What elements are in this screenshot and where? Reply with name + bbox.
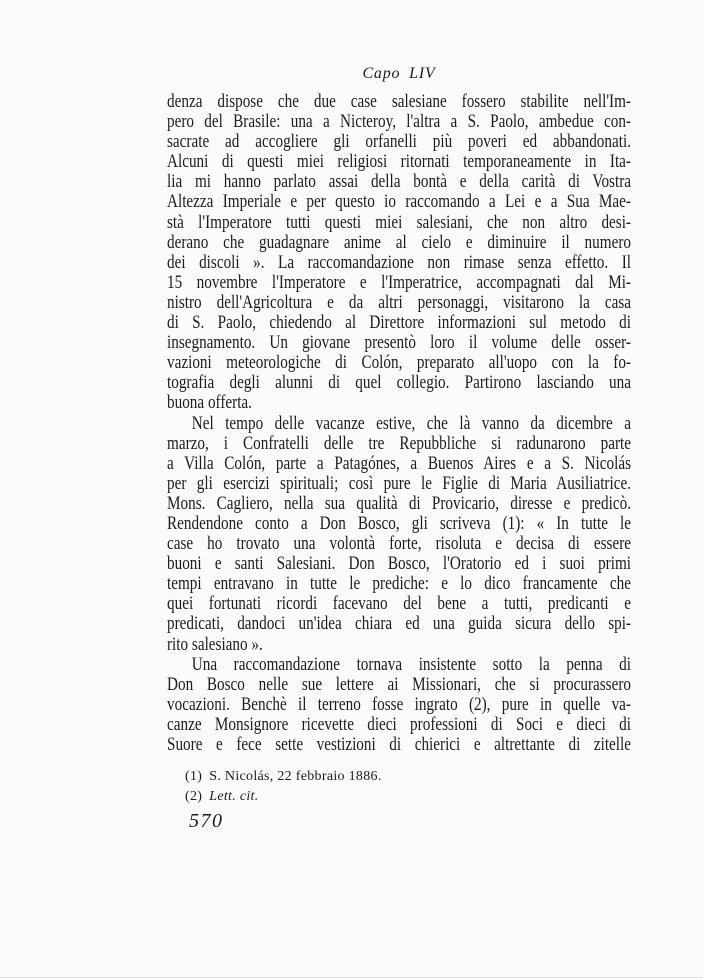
text-line: Suore e fece sette vestizioni di chierici e altrettante di zitelle — [167, 735, 631, 755]
running-head: Capo LIV — [362, 65, 436, 82]
footnote — [185, 767, 605, 787]
page-number: 570 — [189, 810, 224, 832]
text-line: sacrate ad accogliere gli orfanelli più poveri ed abbandonati. — [167, 132, 631, 153]
text-line: vocazioni. Benchè il terreno fosse ingrato (2), pure in quelle va- — [167, 694, 631, 715]
text-line: marzo, i Confratelli delle tre Repubbliche si radunarono parte — [167, 433, 631, 454]
text-line: quei fortunati ricordi facevano del bene a tutti, predicanti e — [167, 594, 631, 615]
text-line: derano che guadagnare anime al cielo e diminuire il numero — [167, 232, 631, 253]
text-line: per gli esercizi spirituali; così pure le Figlie di Maria Ausiliatrice. — [167, 473, 631, 494]
text-line: Una raccomandazione tornava insistente sotto la penna di — [191, 654, 631, 675]
text-line: predicati, dandoci un'idea chiara ed una guida sicura dello spi- — [167, 614, 631, 635]
text-line: pero del Brasile: una a Nicteroy, l'altra a S. Paolo, ambedue con- — [167, 112, 631, 133]
text-line: Nel tempo delle vacanze estive, che là vanno da dicembre a — [191, 413, 631, 434]
text-line: lia mi hanno parlato assai della bontà e della carità di Vostra — [167, 172, 631, 193]
text-line: insegnamento. Un giovane presentò loro il volume delle osser- — [167, 333, 631, 354]
text-line: di S. Paolo, chiedendo al Direttore informazioni sul metodo di — [167, 313, 631, 334]
footnote — [185, 787, 605, 807]
text-line: Don Bosco nelle sue lettere ai Missionari, che si procurassero — [167, 674, 631, 695]
text-line: denza dispose che due case salesiane fossero stabilite nell'Im- — [167, 92, 631, 112]
text-column — [167, 92, 631, 755]
text-line: rito salesiano ». — [167, 634, 263, 655]
text-line: buoni e santi Salesiani. Don Bosco, l'Oratorio ed i suoi primi — [167, 554, 631, 575]
text-line: nistro dell'Agricoltura e da altri personaggi, visitarono la casa — [167, 292, 631, 313]
text-line: tografia degli alunni di quel collegio. Partirono lasciando una — [167, 373, 631, 394]
paragraph — [167, 414, 631, 655]
text-block — [167, 92, 631, 755]
text-line: stà l'Imperatore tutti questi miei salesiani, che non altro desi- — [167, 212, 631, 233]
text-line: dei discoli ». La raccomandazione non rimase senza effetto. Il — [167, 252, 631, 273]
page-edge-line — [0, 977, 703, 978]
text-line: Alcuni di questi miei religiosi ritornati temporaneamente in Ita- — [167, 152, 631, 173]
paragraph — [167, 92, 631, 414]
text-line: vazioni meteorologiche di Colón, preparato all'uopo con la fo- — [167, 353, 631, 374]
text-line: 15 novembre l'Imperatore e l'Imperatrice, accompagnati dal Mi- — [167, 272, 631, 293]
text-line: buona offerta. — [167, 393, 252, 414]
text-line: a Villa Colón, parte a Patagónes, a Buenos Aires e a S. Nicolás — [167, 453, 631, 474]
footnote-marker: (2) — [185, 789, 203, 804]
text-line: case ho trovato una volontà forte, risoluta e decisa di essere — [167, 534, 631, 555]
footnote-marker: (1) — [185, 769, 203, 784]
text-line: Mons. Cagliero, nella sua qualità di Provicario, diresse e predicò. — [167, 493, 631, 514]
footnote-text: Lett. cit. — [209, 789, 259, 804]
text-line: Altezza Imperiale e per questo io raccomando a Lei e a Sua Mae- — [167, 192, 631, 213]
text-line: canze Monsignore ricevette dieci professioni di Soci e dieci di — [167, 714, 631, 735]
paragraph — [167, 655, 631, 755]
text-line: tempi entravano in tutte le prediche: e lo dico francamente che — [167, 574, 631, 595]
footnote-text: S. Nicolás, 22 febbraio 1886. — [209, 769, 382, 784]
footnotes — [185, 767, 605, 807]
text-line: Rendendone conto a Don Bosco, gli scriveva (1): « In tutte le — [167, 513, 631, 534]
